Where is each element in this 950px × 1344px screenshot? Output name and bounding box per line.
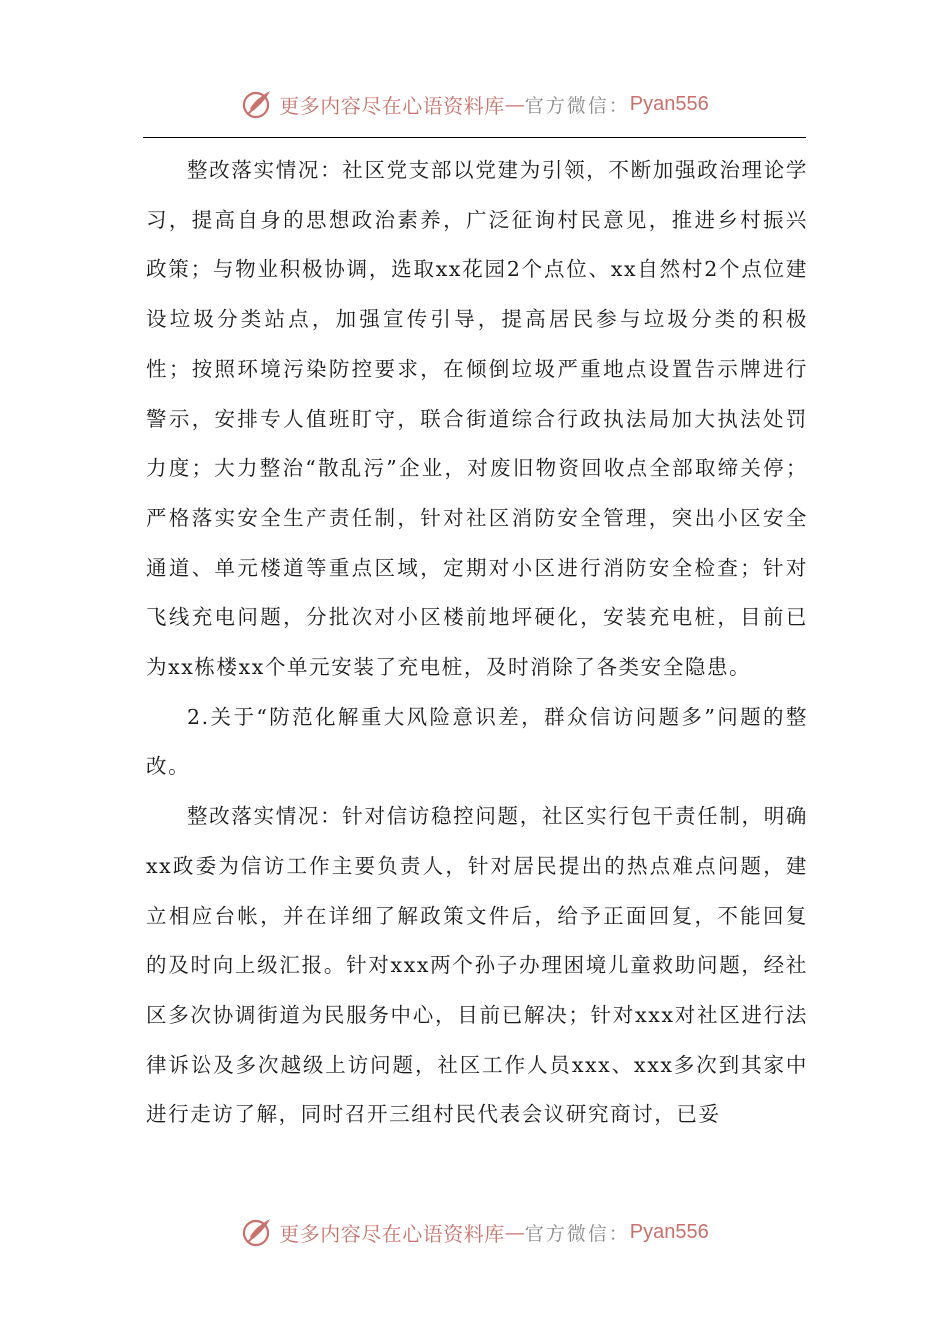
header-brand-text: 更多内容尽在心语资料库 [279,93,505,118]
header-rule [143,137,806,138]
footer-separator: — [504,1220,525,1244]
header-banner [0,84,950,124]
footer-wechat-label: 官方微信： [524,1222,630,1245]
body-paragraph-1: 整改落实情况：社区党支部以党建为引领，不断加强政治理论学习，提高自身的思想政治素养，广泛征询村民意见，推进乡村振兴政策；与物业积极协调，选取xx花园2个点位、xx自然村2个点位建设垃圾分类站点，加强宣传引导，提高居民参与垃圾分类的积极性；按照环境污染防控要求，在倾倒垃圾严重地点设置告示牌进行警示，安排专人值班盯守，联合街道综合行政执法局加大执法处罚力度；大力整治“散乱污”企业，对废旧物资回收点全部取缔关停；严格落实安全生产责任制，针对社区消防安全管理，突出小区安全通道、单元楼道等重点区域，定期对小区进行消防安全检查；针对飞线充电问题，分批次对小区楼前地坪硬化，安装充电桩，目前已为xx栋楼xx个单元安装了充电桩，及时消除了各类安全隐患。 [146,158,808,680]
body-paragraph-2: 2.关于“防范化解重大风险意识差，群众信访问题多”问题的整改。 [146,704,808,779]
body-paragraph-3: 整改落实情况：针对信访稳控问题，社区实行包干责任制，明确xx政委为信访工作主要负责人，针对居民提出的热点难点问题，建立相应台帐，并在详细了解政策文件后，给予正面回复，不能回复的及时向上级汇报。针对xxx两个孙子办理困境儿童救助问题，经社区多次协调街道为民服务中心，目前已解决；针对xxx对社区进行法律诉讼及多次越级上访问题，社区工作人员xxx、xxx多次到其家中进行走访了解，同时召开三组村民代表会议研究商讨，已妥 [146,804,808,1127]
header-wechat-id: Pyan556 [629,92,709,115]
quill-logo-icon [241,1215,275,1249]
quill-logo-icon [241,87,275,121]
header-separator: — [504,92,525,116]
footer-brand-text: 更多内容尽在心语资料库 [279,1221,505,1246]
document-body [146,146,808,1140]
footer-wechat-id: Pyan556 [629,1220,709,1243]
header-wechat-label: 官方微信： [524,94,630,117]
footer-banner [0,1212,950,1252]
